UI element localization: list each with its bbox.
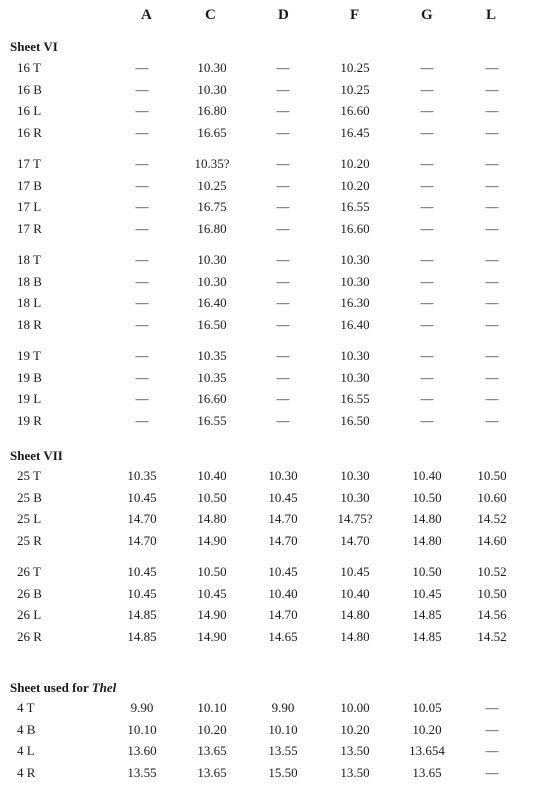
table-cell: — bbox=[135, 391, 149, 406]
row-label: 4 L bbox=[17, 743, 35, 758]
table-cell: 14.70 bbox=[268, 511, 298, 526]
table-cell: — bbox=[485, 273, 499, 289]
table-cell: — bbox=[420, 316, 434, 332]
table-cell: 16.60 bbox=[197, 391, 227, 406]
column-header-d: D bbox=[278, 7, 289, 23]
table-cell: — bbox=[420, 156, 434, 171]
table-cell: — bbox=[420, 220, 434, 236]
table-cell: 16.55 bbox=[340, 199, 370, 214]
table-cell: — bbox=[276, 348, 290, 363]
table-cell: — bbox=[420, 81, 434, 97]
table-row bbox=[0, 221, 540, 239]
row-label: 19 B bbox=[17, 369, 42, 385]
table-cell: — bbox=[135, 124, 149, 140]
table-cell: 16.40 bbox=[340, 316, 370, 332]
table-cell: 9.90 bbox=[271, 700, 295, 715]
table-cell: 10.50 bbox=[197, 489, 227, 505]
table-cell: 14.70 bbox=[127, 532, 157, 548]
table-cell: — bbox=[420, 252, 434, 267]
table-cell: 10.45 bbox=[268, 564, 298, 579]
row-label: 26 B bbox=[17, 585, 42, 601]
table-cell: 10.35? bbox=[194, 156, 230, 171]
row-label: 18 B bbox=[17, 273, 42, 289]
table-cell: 10.30 bbox=[340, 468, 370, 483]
table-cell: 14.80 bbox=[340, 628, 370, 644]
table-cell: 10.20 bbox=[197, 721, 227, 737]
table-cell: — bbox=[276, 391, 290, 406]
table-cell: 10.20 bbox=[340, 177, 370, 193]
table-cell: 10.30 bbox=[340, 489, 370, 505]
table-row bbox=[0, 295, 540, 313]
table-cell: 14.70 bbox=[268, 532, 298, 548]
table-cell: — bbox=[485, 220, 499, 236]
table-cell: 16.80 bbox=[197, 220, 227, 236]
table-cell: — bbox=[420, 60, 434, 75]
section-title-sheet-vi: Sheet VI bbox=[10, 39, 58, 54]
table-cell: — bbox=[135, 273, 149, 289]
table-cell: — bbox=[276, 220, 290, 236]
table-cell: 16.40 bbox=[197, 295, 227, 310]
table-cell: 14.90 bbox=[197, 607, 227, 622]
table-cell: 13.60 bbox=[127, 743, 157, 758]
table-cell: — bbox=[420, 369, 434, 385]
table-cell: 10.50 bbox=[477, 585, 507, 601]
table-cell: 14.52 bbox=[477, 511, 507, 526]
table-cell: — bbox=[420, 199, 434, 214]
table-cell: 13.654 bbox=[409, 743, 445, 758]
table-row bbox=[0, 586, 540, 604]
table-cell: 10.50 bbox=[412, 489, 442, 505]
table-cell: — bbox=[135, 60, 149, 75]
table-cell: — bbox=[135, 156, 149, 171]
row-label: 4 B bbox=[17, 721, 36, 737]
table-cell: 14.52 bbox=[477, 628, 507, 644]
table-row bbox=[0, 103, 540, 121]
table-cell: 14.60 bbox=[477, 532, 507, 548]
table-cell: 14.80 bbox=[412, 511, 442, 526]
table-row bbox=[0, 178, 540, 196]
table-cell: 10.30 bbox=[340, 348, 370, 363]
table-cell: — bbox=[276, 60, 290, 75]
table-cell: 10.30 bbox=[340, 273, 370, 289]
table-cell: — bbox=[485, 60, 499, 75]
table-cell: — bbox=[135, 412, 149, 428]
table-row bbox=[0, 468, 540, 486]
table-row bbox=[0, 511, 540, 529]
table-cell: 10.40 bbox=[268, 585, 298, 601]
table-cell: 10.45 bbox=[127, 564, 157, 579]
row-label: 17 R bbox=[17, 220, 42, 236]
table-row bbox=[0, 199, 540, 217]
table-cell: — bbox=[135, 316, 149, 332]
table-cell: 14.70 bbox=[340, 532, 370, 548]
table-cell: — bbox=[420, 273, 434, 289]
table-cell: 10.30 bbox=[197, 60, 227, 75]
row-label: 25 B bbox=[17, 489, 42, 505]
table-cell: — bbox=[135, 369, 149, 385]
table-cell: 10.20 bbox=[412, 721, 442, 737]
table-cell: — bbox=[135, 348, 149, 363]
table-cell: — bbox=[276, 252, 290, 267]
table-cell: 10.10 bbox=[197, 700, 227, 715]
table-row bbox=[0, 607, 540, 625]
table-cell: 13.55 bbox=[127, 764, 157, 780]
table-cell: 10.40 bbox=[197, 468, 227, 483]
table-cell: — bbox=[485, 348, 499, 363]
table-cell: 16.75 bbox=[197, 199, 227, 214]
table-cell: — bbox=[485, 124, 499, 140]
table-cell: 10.30 bbox=[197, 252, 227, 267]
table-cell: 16.45 bbox=[340, 124, 370, 140]
table-cell: — bbox=[276, 295, 290, 310]
table-cell: 10.45 bbox=[197, 585, 227, 601]
table-cell: 16.55 bbox=[197, 412, 227, 428]
table-cell: 14.85 bbox=[127, 628, 157, 644]
row-label: 16 T bbox=[17, 60, 41, 75]
row-label: 17 T bbox=[17, 156, 41, 171]
table-cell: — bbox=[276, 103, 290, 118]
table-cell: — bbox=[485, 295, 499, 310]
table-cell: 14.85 bbox=[412, 607, 442, 622]
table-cell: 13.50 bbox=[340, 764, 370, 780]
table-cell: 10.50 bbox=[197, 564, 227, 579]
section-title-sheet-thel: Sheet used for Thel bbox=[10, 680, 117, 695]
table-row bbox=[0, 317, 540, 335]
row-label: 18 T bbox=[17, 252, 41, 267]
table-cell: 10.35 bbox=[127, 468, 157, 483]
row-label: 17 L bbox=[17, 199, 42, 214]
row-label: 16 R bbox=[17, 124, 42, 140]
table-cell: 10.50 bbox=[477, 468, 507, 483]
row-label: 4 R bbox=[17, 764, 36, 780]
table-cell: 10.25 bbox=[197, 177, 227, 193]
table-row bbox=[0, 765, 540, 783]
table-cell: — bbox=[485, 199, 499, 214]
table-cell: — bbox=[420, 348, 434, 363]
table-cell: 14.80 bbox=[412, 532, 442, 548]
table-cell: 10.20 bbox=[340, 721, 370, 737]
row-label: 26 R bbox=[17, 628, 42, 644]
table-cell: — bbox=[135, 103, 149, 118]
table-row bbox=[0, 722, 540, 740]
table-cell: 15.50 bbox=[268, 764, 298, 780]
table-row bbox=[0, 391, 540, 409]
table-cell: 10.30 bbox=[340, 252, 370, 267]
table-cell: — bbox=[485, 316, 499, 332]
row-label: 18 L bbox=[17, 295, 42, 310]
table-cell: 14.85 bbox=[412, 628, 442, 644]
table-cell: 13.50 bbox=[340, 743, 370, 758]
row-label: 19 L bbox=[17, 391, 42, 406]
row-label: 16 B bbox=[17, 81, 42, 97]
table-cell: 14.80 bbox=[197, 511, 227, 526]
table-cell: 10.05 bbox=[412, 700, 442, 715]
table-cell: 10.60 bbox=[477, 489, 507, 505]
table-cell: 10.35 bbox=[197, 348, 227, 363]
table-cell: 14.70 bbox=[268, 607, 298, 622]
section-title-italic: Thel bbox=[91, 680, 117, 695]
table-cell: 10.45 bbox=[340, 564, 370, 579]
table-cell: — bbox=[485, 252, 499, 267]
table-cell: — bbox=[420, 295, 434, 310]
row-label: 25 T bbox=[17, 468, 41, 483]
table-cell: — bbox=[420, 391, 434, 406]
table-cell: — bbox=[276, 316, 290, 332]
table-row bbox=[0, 125, 540, 143]
table-cell: — bbox=[485, 81, 499, 97]
table-cell: 14.75? bbox=[337, 511, 373, 526]
table-cell: — bbox=[485, 391, 499, 406]
column-header-f: F bbox=[350, 7, 360, 23]
row-label: 4 T bbox=[17, 700, 35, 715]
table-cell: — bbox=[485, 721, 499, 737]
column-header-g: G bbox=[421, 7, 433, 23]
table-cell: 10.00 bbox=[340, 700, 370, 715]
table-row bbox=[0, 413, 540, 431]
table-cell: — bbox=[485, 743, 499, 758]
table-row bbox=[0, 60, 540, 78]
table-cell: 9.90 bbox=[130, 700, 154, 715]
table-cell: 10.40 bbox=[340, 585, 370, 601]
table-cell: — bbox=[276, 81, 290, 97]
table-cell: — bbox=[485, 103, 499, 118]
table-cell: — bbox=[485, 177, 499, 193]
table-cell: 14.90 bbox=[197, 532, 227, 548]
table-cell: 10.45 bbox=[127, 585, 157, 601]
row-label: 17 B bbox=[17, 177, 42, 193]
table-cell: — bbox=[276, 124, 290, 140]
section-title-sheet-vii: Sheet VII bbox=[10, 448, 63, 463]
table-cell: 16.50 bbox=[197, 316, 227, 332]
column-header-a: A bbox=[141, 7, 152, 23]
table-cell: 10.45 bbox=[268, 489, 298, 505]
table-row bbox=[0, 533, 540, 551]
table-cell: 13.65 bbox=[197, 764, 227, 780]
table-cell: 10.10 bbox=[268, 721, 298, 737]
table-cell: 16.30 bbox=[340, 295, 370, 310]
table-cell: 16.55 bbox=[340, 391, 370, 406]
table-cell: — bbox=[485, 764, 499, 780]
table-cell: 14.90 bbox=[197, 628, 227, 644]
table-row bbox=[0, 156, 540, 174]
table-cell: 10.30 bbox=[197, 81, 227, 97]
table-cell: — bbox=[276, 199, 290, 214]
row-label: 26 T bbox=[17, 564, 41, 579]
table-cell: 14.65 bbox=[268, 628, 298, 644]
table-cell: 10.45 bbox=[412, 585, 442, 601]
table-cell: — bbox=[485, 412, 499, 428]
table-cell: — bbox=[135, 81, 149, 97]
table-cell: — bbox=[276, 273, 290, 289]
table-cell: — bbox=[135, 199, 149, 214]
table-cell: — bbox=[485, 700, 499, 715]
table-cell: 13.65 bbox=[197, 743, 227, 758]
row-label: 16 L bbox=[17, 103, 42, 118]
table-row bbox=[0, 700, 540, 718]
table-cell: — bbox=[135, 295, 149, 310]
table-cell: 13.65 bbox=[412, 764, 442, 780]
table-row bbox=[0, 82, 540, 100]
table-cell: — bbox=[276, 412, 290, 428]
row-label: 25 L bbox=[17, 511, 42, 526]
table-cell: 10.45 bbox=[127, 489, 157, 505]
table-row bbox=[0, 743, 540, 761]
table-row bbox=[0, 252, 540, 270]
table-row bbox=[0, 564, 540, 582]
column-header-c: C bbox=[205, 7, 216, 23]
table-cell: 10.20 bbox=[340, 156, 370, 171]
table-cell: — bbox=[276, 156, 290, 171]
row-label: 26 L bbox=[17, 607, 42, 622]
table-cell: 10.25 bbox=[340, 60, 370, 75]
column-header-l: L bbox=[486, 7, 497, 23]
table-row bbox=[0, 274, 540, 292]
row-label: 18 R bbox=[17, 316, 42, 332]
table-cell: 10.30 bbox=[340, 369, 370, 385]
table-cell: 10.52 bbox=[477, 564, 507, 579]
table-cell: 10.10 bbox=[127, 721, 157, 737]
table-cell: 16.65 bbox=[197, 124, 227, 140]
table-cell: — bbox=[485, 156, 499, 171]
table-cell: 16.60 bbox=[340, 103, 370, 118]
table-cell: — bbox=[135, 220, 149, 236]
table-cell: — bbox=[135, 252, 149, 267]
table-cell: 16.80 bbox=[197, 103, 227, 118]
table-row bbox=[0, 629, 540, 647]
table-cell: — bbox=[420, 177, 434, 193]
table-cell: — bbox=[135, 177, 149, 193]
table-cell: 13.55 bbox=[268, 743, 298, 758]
table-cell: 16.50 bbox=[340, 412, 370, 428]
table-cell: 10.30 bbox=[197, 273, 227, 289]
row-label: 25 R bbox=[17, 532, 42, 548]
table-cell: — bbox=[420, 124, 434, 140]
table-cell: — bbox=[276, 177, 290, 193]
row-label: 19 T bbox=[17, 348, 41, 363]
table-cell: 10.50 bbox=[412, 564, 442, 579]
table-row bbox=[0, 348, 540, 366]
table-row bbox=[0, 490, 540, 508]
table-cell: — bbox=[420, 103, 434, 118]
table-cell: 10.40 bbox=[412, 468, 442, 483]
table-row bbox=[0, 370, 540, 388]
table-cell: — bbox=[420, 412, 434, 428]
table-cell: 14.85 bbox=[127, 607, 157, 622]
row-label: 19 R bbox=[17, 412, 42, 428]
table-cell: 10.25 bbox=[340, 81, 370, 97]
table-cell: 10.35 bbox=[197, 369, 227, 385]
table-cell: — bbox=[276, 369, 290, 385]
table-cell: — bbox=[485, 369, 499, 385]
table-cell: 10.30 bbox=[268, 468, 298, 483]
table-cell: 14.70 bbox=[127, 511, 157, 526]
table-cell: 14.56 bbox=[477, 607, 507, 622]
table-cell: 16.60 bbox=[340, 220, 370, 236]
table-cell: 14.80 bbox=[340, 607, 370, 622]
